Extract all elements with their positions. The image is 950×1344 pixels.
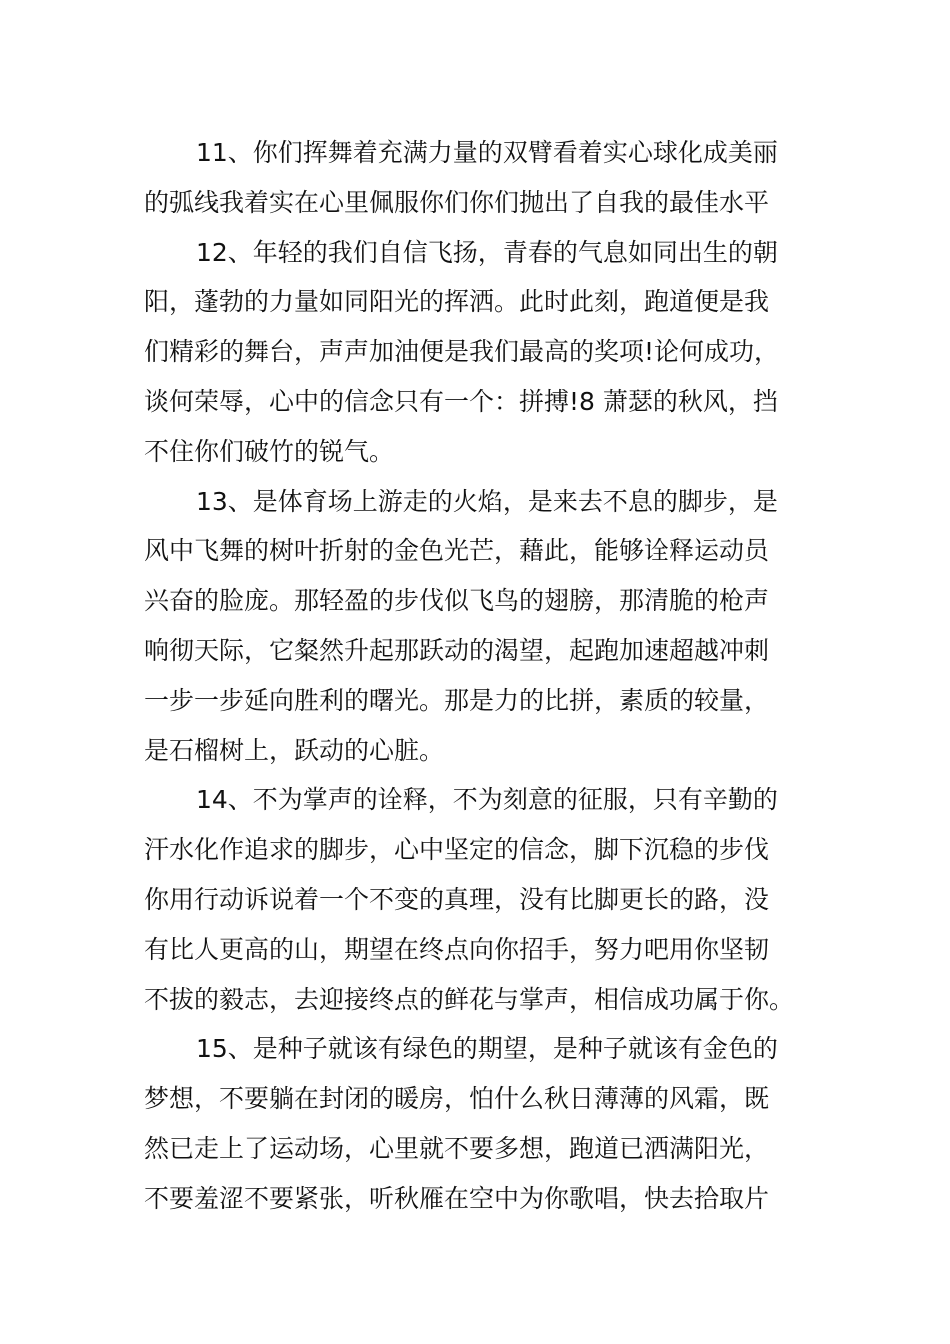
text-line: 不住你们破竹的锐气。 — [144, 436, 395, 466]
text-line: 的弧线我着实在心里佩服你们你们抛出了自我的最佳水平 — [144, 187, 770, 217]
text-line: 不拔的毅志，去迎接终点的鲜花与掌声，相信成功属于你。 — [144, 984, 795, 1014]
text-line: 你用行动诉说着一个不变的真理，没有比脚更长的路，没 — [144, 884, 770, 914]
text-line: 11、你们挥舞着充满力量的双臂看着实心球化成美丽 — [196, 138, 778, 167]
text-line: 15、是种子就该有绿色的期望，是种子就该有金色的 — [196, 1034, 778, 1064]
text-line: 风中飞舞的树叶折射的金色光芒，藉此，能够诠释运动员 — [144, 536, 770, 566]
text-line: 有比人更高的山，期望在终点向你招手，努力吧用你坚韧 — [144, 934, 770, 964]
text-line: 12、年轻的我们自信飞扬，青春的气息如同出生的朝 — [196, 237, 778, 267]
paragraph-14 — [144, 775, 808, 1024]
text-line: 兴奋的脸庞。那轻盈的步伐似飞鸟的翅膀，那清脆的枪声 — [144, 586, 770, 616]
text-line: 不要羞涩不要紧张，听秋雁在空中为你歌唱，快去拾取片 — [144, 1183, 770, 1213]
text-line: 然已走上了运动场，心里就不要多想，跑道已洒满阳光， — [144, 1133, 770, 1163]
text-line: 阳，蓬勃的力量如同阳光的挥洒。此时此刻，跑道便是我 — [144, 287, 770, 317]
text-line: 一步一步延向胜利的曙光。那是力的比拼，素质的较量， — [144, 685, 770, 715]
paragraph-12 — [144, 228, 808, 477]
text-line: 是石榴树上，跃动的心脏。 — [144, 735, 445, 765]
text-line: 14、不为掌声的诠释，不为刻意的征服，只有辛勤的 — [196, 785, 778, 815]
paragraph-15 — [144, 1024, 808, 1223]
paragraph-11 — [144, 128, 808, 228]
text-line: 13、是体育场上游走的火焰，是来去不息的脚步，是 — [196, 486, 778, 516]
text-line: 汗水化作追求的脚步，心中坚定的信念，脚下沉稳的步伐 — [144, 835, 770, 865]
text-line: 响彻天际，它粲然升起那跃动的渴望，起跑加速超越冲刺 — [144, 635, 770, 665]
text-line: 梦想，不要躺在封闭的暖房，怕什么秋日薄薄的风霜，既 — [144, 1084, 770, 1114]
paragraph-13 — [144, 477, 808, 776]
text-line: 谈何荣辱，心中的信念只有一个：拼搏!8 萧瑟的秋风，挡 — [144, 386, 778, 416]
text-line: 们精彩的舞台，声声加油便是我们最高的奖项!论何成功， — [144, 337, 780, 367]
document-body — [144, 128, 808, 1224]
